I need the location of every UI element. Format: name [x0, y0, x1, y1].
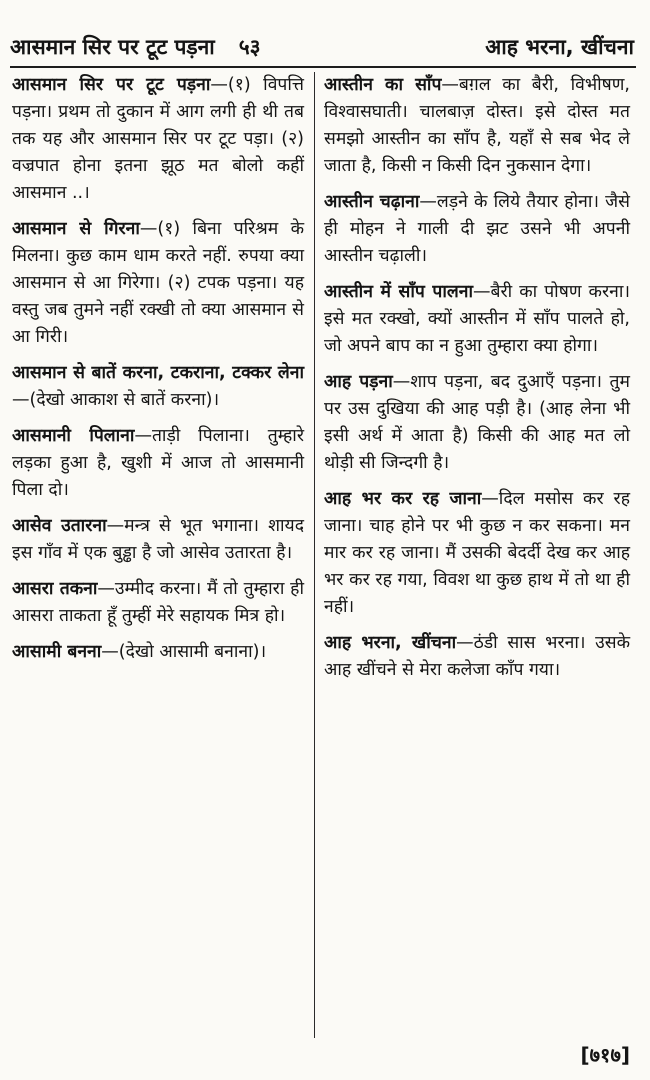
- header-right-title: आह भरना, खींचना: [485, 35, 634, 59]
- dictionary-entry: [324, 369, 630, 477]
- dictionary-entry: [12, 423, 304, 504]
- dictionary-entry: [324, 72, 630, 180]
- dictionary-entry: [12, 216, 304, 351]
- entry-definition: —ताड़ी पिलाना। तुम्हारे लड़का हुआ है, खुशी में आज तो आसमानी पिला दो।: [12, 426, 304, 500]
- entry-definition: —मन्त्र से भूत भगाना। शायद इस गाँव में एक बुड्ढा है जो आसेव उतारता है।: [12, 516, 304, 563]
- dictionary-entry: [324, 279, 630, 360]
- entry-definition: —बग़ल का बैरी, विभीषण, विश्वासघाती। चालबाज़ दोस्त। इसे दोस्त मत समझो आस्तीन का साँप है, यहाँ से सब भेद ले जाता है, किसी न किसी दिन नुकसान देगा।: [324, 75, 630, 176]
- column-divider: [314, 72, 315, 1038]
- header-left-title: आसमान सिर पर टूट पड़ना: [10, 35, 215, 59]
- left-column: [12, 72, 304, 1040]
- dictionary-entry: [324, 630, 630, 684]
- entry-headword: आस्तीन का साँप: [324, 75, 442, 95]
- dictionary-entry: [12, 72, 304, 207]
- entry-definition: —ठंडी सास भरना। उसके आह खींचने से मेरा कलेजा काँप गया।: [324, 633, 631, 680]
- dictionary-entry: [324, 189, 630, 270]
- dictionary-entry: [324, 486, 630, 621]
- entry-definition: —दिल मसोस कर रह जाना। चाह होने पर भी कुछ न कर सकना। मन मार कर रह जाना। मैं उसकी बेदर्दी देख कर आह भर कर रह गया, विवश था कुछ हाथ में तो था ही नहीं।: [324, 489, 630, 617]
- entry-headword: आसमानी पिलाना: [12, 426, 135, 446]
- entry-headword: आस्तीन में साँप पालना: [324, 282, 473, 302]
- entry-headword: आसरा तकना: [12, 579, 98, 599]
- entry-definition: —(देखो आसामी बनाना)।: [101, 642, 267, 662]
- entry-definition: —(१) विपत्ति पड़ना। प्रथम तो दुकान में आग लगी ही थी तब तक यह और आसमान सिर पर टूट पड़ा। (२) वज्रपात होना इतना झूठ मत बोलो कहीं आसमान ..।: [12, 75, 304, 203]
- dictionary-entry: [12, 513, 304, 567]
- dictionary-entry: [12, 360, 304, 414]
- header-page-marker: ५३: [238, 35, 261, 59]
- entry-headword: आह पड़ना: [324, 372, 393, 392]
- entry-definition: —लड़ने के लिये तैयार होना। जैसे ही मोहन ने गाली दी झट उसने भी अपनी आस्तीन चढ़ाली।: [324, 192, 630, 266]
- entry-headword: आसेव उतारना: [12, 516, 107, 536]
- entry-definition: —बैरी का पोषण करना। इसे मत रक्खो, क्यों आस्तीन में साँप पालते हो, जो अपने बाप का न हुआ तुम्हारा क्या होगा।: [324, 282, 631, 356]
- entry-headword: आह भर कर रह जाना: [324, 489, 482, 509]
- header-left: [10, 33, 261, 61]
- entry-headword: आसमान से बातें करना, टकराना, टक्कर लेना: [12, 363, 304, 383]
- dictionary-entry: [12, 576, 304, 630]
- entry-headword: आसामी बनना: [12, 642, 102, 662]
- header-rule: [10, 66, 636, 68]
- page-header: [10, 30, 634, 64]
- entry-definition: —उम्मीद करना। मैं तो तुम्हारा ही आसरा ताकता हूँ तुम्हीं मेरे सहायक मित्र हो।: [12, 579, 304, 626]
- dictionary-entry: [12, 639, 304, 666]
- entry-headword: आसमान से गिरना: [12, 219, 140, 239]
- entry-definition: —(१) बिना परिश्रम के मिलना। कुछ काम धाम करते नहीं. रुपया क्या आसमान से आ गिरेगा। (२) टपक पड़ना। यह वस्तु जब तुमने नहीं रक्खी तो क्या आसमान से आ गिरी।: [12, 219, 305, 347]
- page-number: [७१७]: [580, 1043, 630, 1067]
- entry-headword: आसमान सिर पर टूट पड़ना: [12, 75, 211, 95]
- entry-definition: —(देखो आकाश से बातें करना)।: [12, 390, 220, 410]
- entry-headword: आस्तीन चढ़ाना: [324, 192, 420, 212]
- entry-definition: —शाप पड़ना, बद दुआएँ पड़ना। तुम पर उस दुखिया की आह पड़ी है। (आह लेना भी इसी अर्थ में आता है) किसी की आह मत लो थोड़ी सी जिन्दगी है।: [324, 372, 630, 473]
- entry-headword: आह भरना, खींचना: [324, 633, 457, 653]
- right-column: [324, 72, 630, 1040]
